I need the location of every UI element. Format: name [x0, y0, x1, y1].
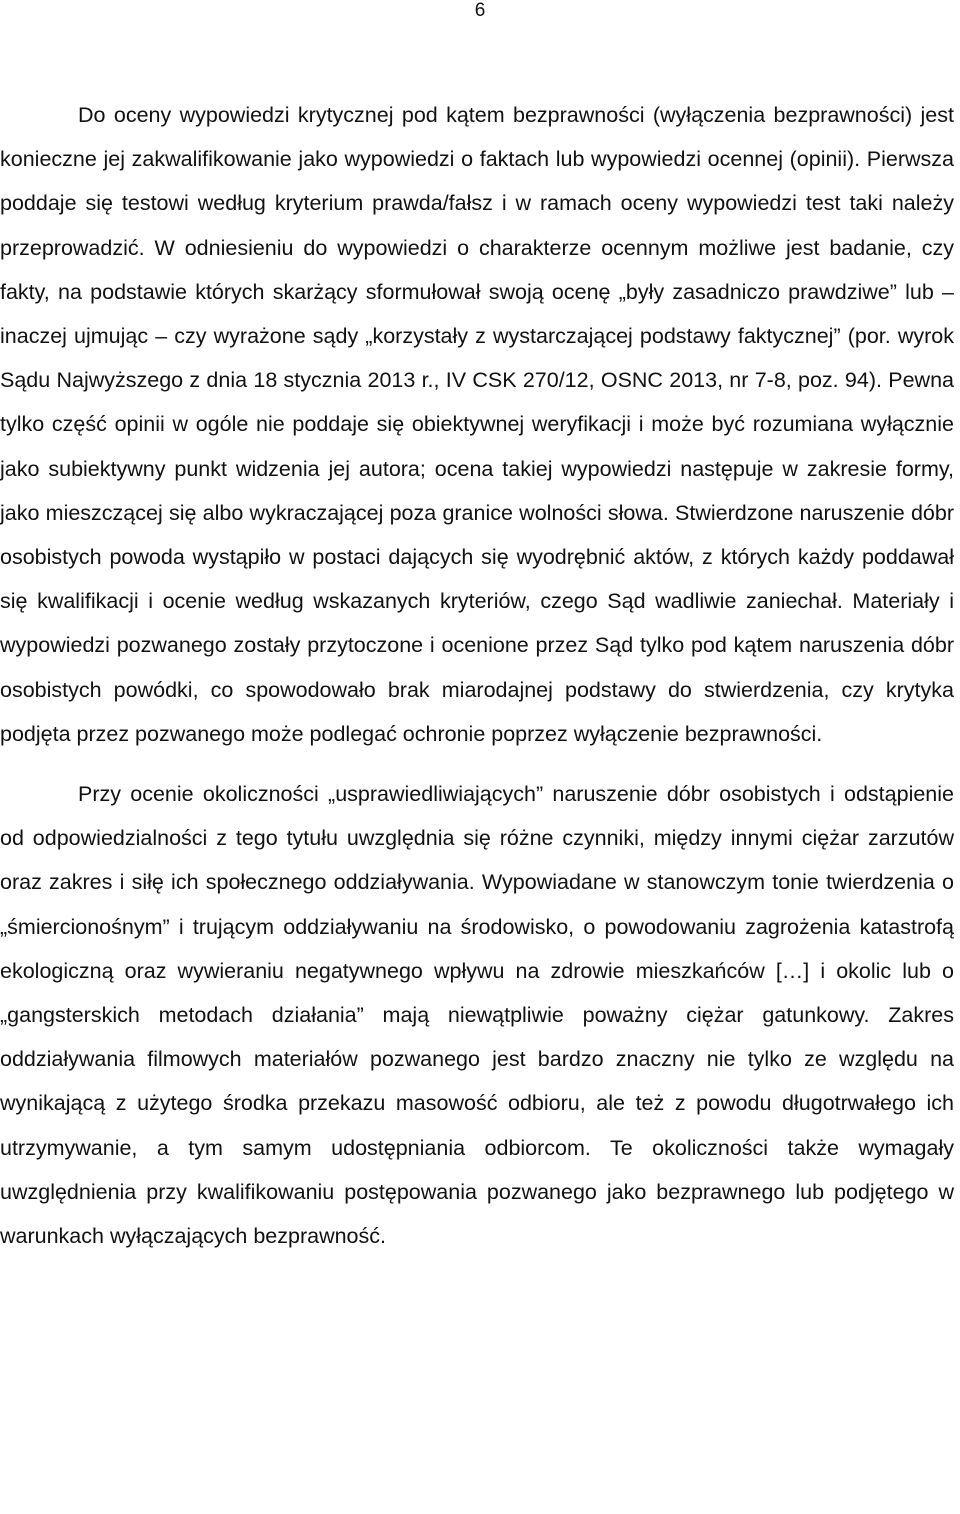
paragraph: Do oceny wypowiedzi krytycznej pod kątem bezprawności (wyłączenia bezprawności) jest konieczne jej zakwalifikowanie jako wypowiedzi o faktach lub wypowiedzi ocennej (opinii). Pierwsza poddaje się testowi według kryterium prawda/fałsz i w ramach oceny wypowiedzi test taki należy przeprowadzić. W odniesieniu do wypowiedzi o charakterze ocennym możliwe jest badanie, czy fakty, na podstawie których skarżący sformułował swoją ocenę „były zasadniczo prawdziwe” lub – inaczej ujmując – czy wyrażone sądy „korzystały z wystarczającej podstawy faktycznej” (por. wyrok Sądu Najwyższego z dnia 18 stycznia 2013 r., IV CSK 270/12, OSNC 2013, nr 7-8, poz. 94). Pewna tylko część opinii w ogóle nie poddaje się obiektywnej weryfikacji i może być rozumiana wyłącznie jako subiektywny punkt widzenia jej autora; ocena takiej wypowiedzi następuje w zakresie formy, jako mieszczącej się albo wykraczającej poza granice wolności słowa. Stwierdzone naruszenie dóbr osobistych powoda wystąpiło w postaci dających się wyodrębnić aktów, z których każdy poddawał się kwalifikacji i ocenie według wskazanych kryteriów, czego Sąd wadliwie zaniechał. Materiały i wypowiedzi pozwanego zostały przytoczone i ocenione przez Sąd tylko pod kątem naruszenia dóbr osobistych powódki, co spowodowało brak miarodajnej podstawy do stwierdzenia, czy krytyka podjęta przez pozwanego może podlegać ochronie poprzez wyłączenie bezprawności.	[0, 103, 954, 746]
paragraph: Przy ocenie okoliczności „usprawiedliwiających” naruszenie dóbr osobistych i odstąpienie od odpowiedzialności z tego tytułu uwzględnia się różne czynniki, między innymi ciężar zarzutów oraz zakres i siłę ich społecznego oddziaływania. Wypowiadane w stanowczym tonie twierdzenia o „śmiercionośnym” i trującym oddziaływaniu na środowisko, o powodowaniu zagrożenia katastrofą ekologiczną oraz wywieraniu negatywnego wpływu na zdrowie mieszkańców […] i okolic lub o „gangsterskich metodach działania” mają niewątpliwie poważny ciężar gatunkowy. Zakres oddziaływania filmowych materiałów pozwanego jest bardzo znaczny nie tylko ze względu na wynikającą z użytego środka przekazu masowość odbioru, ale też z powodu długotrwałego ich utrzymywanie, a tym samym udostępniania odbiorcom. Te okoliczności także wymagały uwzględnienia przy kwalifikowaniu postępowania pozwanego jako bezprawnego lub podjętego w warunkach wyłączających bezprawność.	[0, 782, 954, 1249]
page-number: 6	[474, 0, 486, 21]
document-body	[0, 93, 954, 1258]
